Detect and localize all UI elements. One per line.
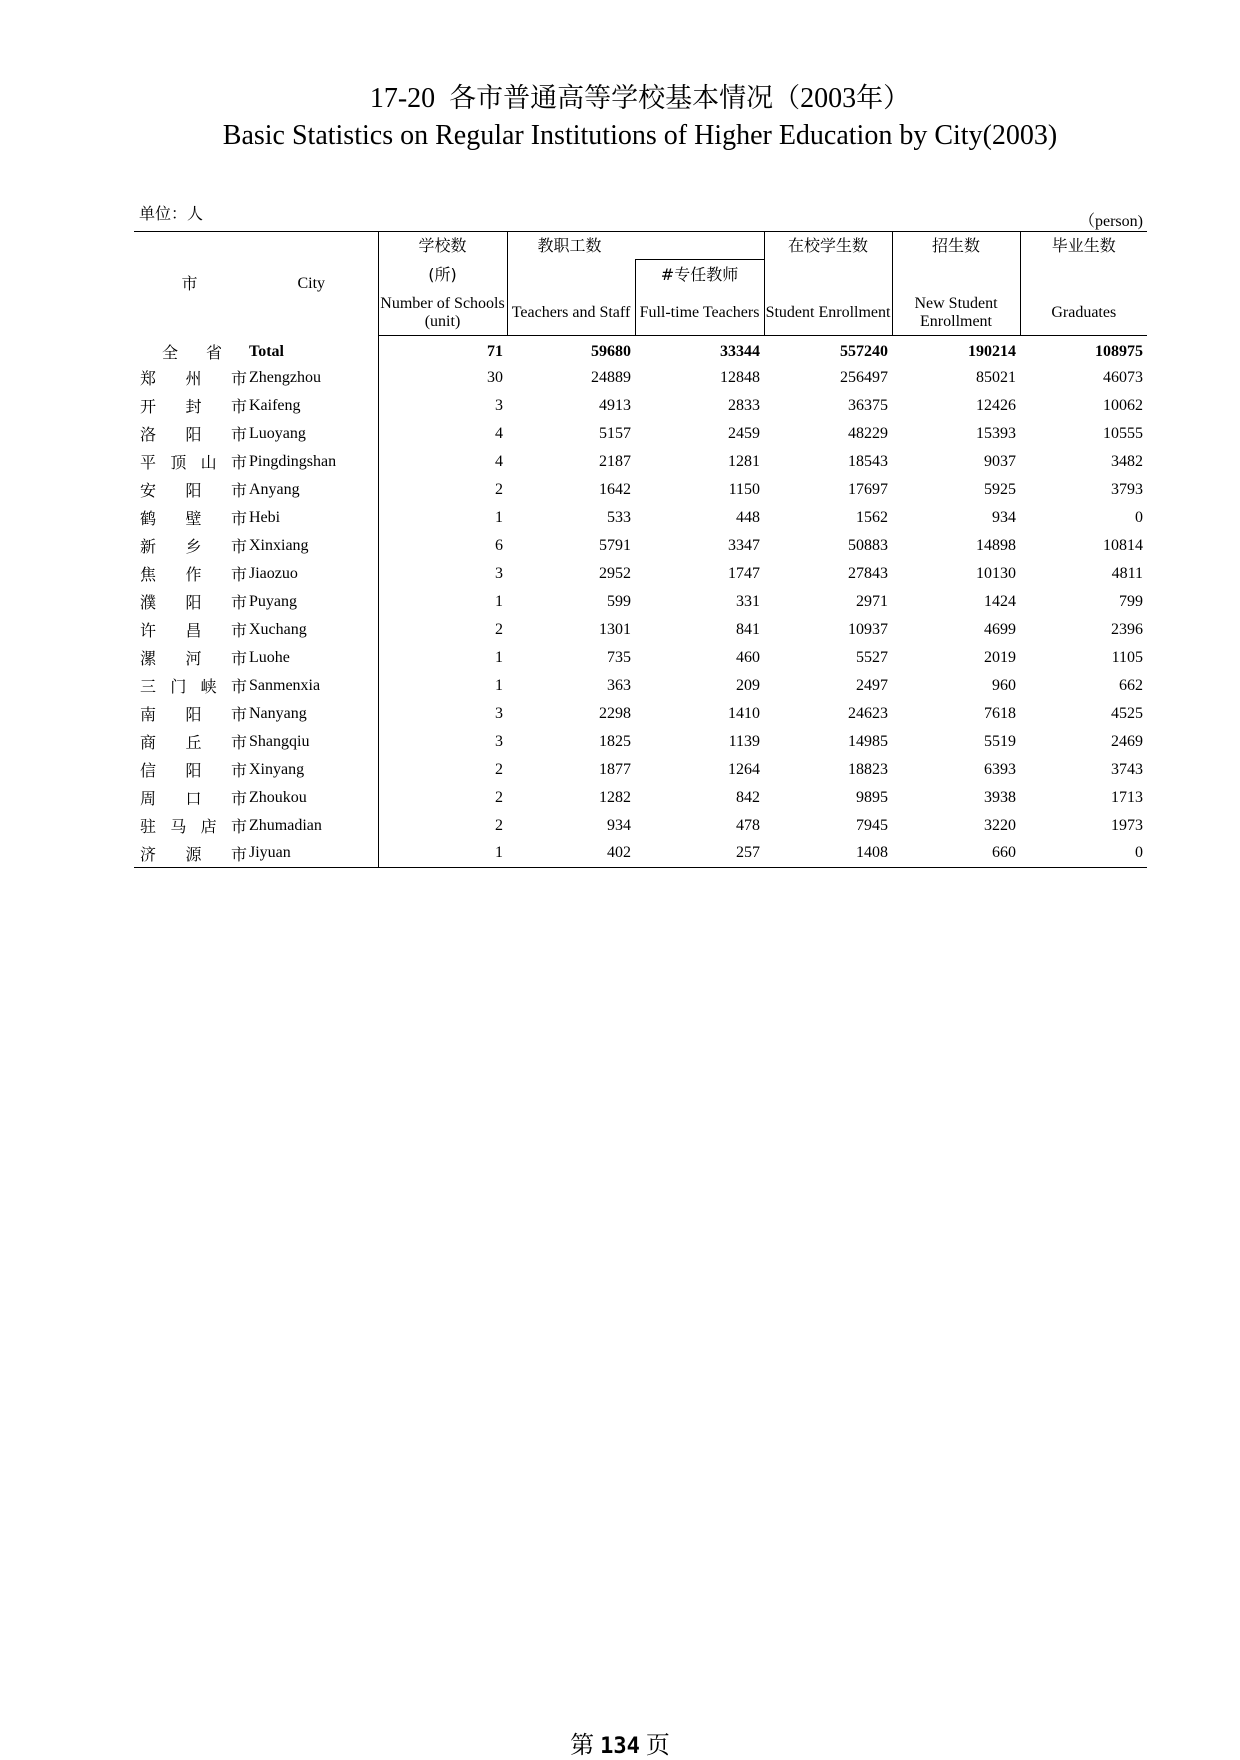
- city-name-char: 洛: [140, 427, 157, 444]
- cell-grad: 0: [1020, 840, 1147, 868]
- table-row: [134, 840, 1147, 868]
- city-name-char: 店: [200, 819, 217, 836]
- city-name-en: Luohe: [249, 648, 290, 666]
- header-schools-unit: (所): [378, 260, 507, 291]
- city-name-char: 市: [230, 427, 247, 444]
- cell-new: 5519: [984, 732, 1017, 750]
- city-name-char: 三: [140, 679, 157, 696]
- cell-grad: 1713: [1111, 788, 1144, 806]
- cell-new: 934: [992, 508, 1017, 526]
- header-city-cn: 市: [134, 232, 245, 336]
- city-name-en: Luoyang: [249, 424, 306, 442]
- table-row: [134, 700, 1147, 728]
- cell-schools: 3: [378, 728, 507, 756]
- cell-staff: 1642: [599, 480, 631, 498]
- cell-grad: 799: [1119, 592, 1144, 610]
- cell-fulltime: 1747: [728, 564, 761, 582]
- city-name-char: 市: [230, 735, 247, 752]
- cell-schools: 4: [378, 448, 507, 476]
- cell-enroll: 256497: [840, 368, 889, 386]
- city-name-en: Nanyang: [249, 704, 307, 722]
- cell-enroll: 7945: [856, 816, 889, 834]
- page-title-english: Basic Statistics on Regular Institutions of Higher Education by City(2003): [222, 120, 1058, 151]
- header-staff-en: Teachers and Staff: [507, 291, 635, 336]
- cell-enroll: 2497: [856, 676, 889, 694]
- cell-schools: 2: [378, 476, 507, 504]
- city-name-cn: [134, 560, 245, 588]
- cell-enroll: 5527: [856, 648, 889, 666]
- city-name-en: Zhengzhou: [249, 368, 321, 386]
- cell-staff: 2298: [599, 704, 631, 722]
- city-name-char: 阳: [185, 595, 202, 612]
- table-row: [134, 812, 1147, 840]
- cell-schools: 1: [378, 840, 507, 868]
- cell-grad: 10062: [1103, 396, 1144, 414]
- city-name-char: 市: [230, 595, 247, 612]
- cell-staff: 735: [607, 648, 631, 666]
- city-name-char: 阳: [185, 707, 202, 724]
- city-name-char: 市: [230, 819, 247, 836]
- city-name-en: Jiyuan: [245, 840, 378, 868]
- city-name-char: 郑: [140, 371, 157, 388]
- cell-schools: 2: [378, 756, 507, 784]
- page-footer: [0, 1725, 1240, 1760]
- city-name-char: 口: [185, 791, 202, 808]
- cell-enroll: 27843: [848, 564, 889, 582]
- cell-grad: 662: [1119, 676, 1144, 694]
- cell-staff: 2952: [599, 564, 631, 582]
- city-name-en: Total: [249, 342, 284, 360]
- header-staff-spacer: [507, 260, 635, 291]
- city-name-char: 市: [230, 567, 247, 584]
- cell-grad: 1973: [1111, 816, 1144, 834]
- city-name-en: Xinxiang: [249, 536, 309, 554]
- city-name-char: 许: [140, 623, 157, 640]
- cell-fulltime: 1139: [728, 732, 761, 750]
- cell-grad: 2396: [1111, 620, 1144, 638]
- cell-grad: 4811: [1111, 564, 1144, 582]
- cell-new: 10130: [976, 564, 1017, 582]
- cell-schools: 3: [378, 700, 507, 728]
- cell-new: 660: [892, 840, 1020, 868]
- city-name-char: 商: [140, 735, 157, 752]
- city-name-char: 周: [140, 791, 157, 808]
- city-name-char: 省: [205, 345, 222, 362]
- table-row: [134, 728, 1147, 756]
- header-grad-cn: 毕业生数: [1020, 232, 1147, 260]
- city-name-cn: [134, 588, 245, 616]
- city-name-cn: [134, 644, 245, 672]
- title-year: 2003: [800, 83, 857, 114]
- table-row: [134, 364, 1147, 392]
- statistics-table: [134, 231, 1147, 868]
- cell-new: 5925: [984, 480, 1017, 498]
- cell-new: 7618: [984, 704, 1017, 722]
- city-name-char: 濮: [140, 595, 157, 612]
- city-name-char: 马: [170, 819, 187, 836]
- table-row: [134, 616, 1147, 644]
- cell-staff: 5791: [599, 536, 631, 554]
- table-header: [134, 232, 1147, 336]
- cell-staff: 363: [607, 676, 631, 694]
- city-name-cn: [134, 728, 245, 756]
- cell-grad: 3482: [1111, 452, 1144, 470]
- cell-new: 1424: [984, 592, 1017, 610]
- city-name-cn: [134, 420, 245, 448]
- city-name-char: 封: [185, 399, 202, 416]
- header-staff-cn: 教职工数: [507, 232, 764, 260]
- city-name-en: Zhoukou: [249, 788, 307, 806]
- unit-label-english: （person): [1079, 213, 1143, 230]
- cell-enroll: 14985: [848, 732, 889, 750]
- city-name-char: 开: [140, 399, 157, 416]
- city-name-cn: [134, 840, 245, 868]
- header-enroll-spacer: [764, 260, 892, 291]
- cell-new: 190214: [968, 342, 1017, 360]
- city-name-cn: [134, 532, 245, 560]
- cell-fulltime: 257: [635, 840, 764, 868]
- title-chinese-text: 各市普通高等学校基本情况（: [449, 83, 801, 114]
- table-row: [134, 756, 1147, 784]
- cell-staff: 24889: [591, 368, 631, 386]
- header-new-cn: 招生数: [892, 232, 1020, 260]
- cell-enroll: 18543: [848, 452, 889, 470]
- cell-fulltime: 1150: [728, 480, 761, 498]
- city-name-char: 安: [140, 483, 157, 500]
- city-name-cn: [134, 364, 245, 392]
- city-name-char: 州: [185, 371, 202, 388]
- city-name-cn: [134, 476, 245, 504]
- cell-fulltime: 33344: [720, 342, 761, 360]
- city-name-char: 新: [140, 539, 157, 556]
- page-number: 134: [600, 1734, 640, 1759]
- cell-fulltime: 2459: [728, 424, 761, 442]
- cell-fulltime: 841: [736, 620, 761, 638]
- cell-schools: 2: [378, 812, 507, 840]
- city-name-en: Hebi: [249, 508, 281, 526]
- city-name-en: Zhumadian: [249, 816, 322, 834]
- cell-fulltime: 448: [736, 508, 761, 526]
- cell-fulltime: 331: [736, 592, 761, 610]
- city-name-char: 市: [230, 679, 247, 696]
- city-name-en: Kaifeng: [249, 396, 301, 414]
- cell-schools: 3: [378, 560, 507, 588]
- cell-enroll: 10937: [848, 620, 889, 638]
- cell-staff: 1282: [599, 788, 631, 806]
- city-name-en: Puyang: [249, 592, 297, 610]
- header-enroll-en: Student Enrollment: [764, 291, 892, 336]
- cell-staff: 533: [607, 508, 631, 526]
- city-name-en: Anyang: [249, 480, 300, 498]
- cell-staff: 1301: [599, 620, 631, 638]
- cell-grad: 0: [1135, 508, 1144, 526]
- city-name-char: 市: [230, 483, 247, 500]
- city-name-char: 南: [140, 707, 157, 724]
- header-new-spacer: [892, 260, 1020, 291]
- cell-schools: 2: [378, 616, 507, 644]
- city-name-cn: [134, 700, 245, 728]
- footer-prefix: 第: [570, 1731, 595, 1759]
- cell-grad: 10814: [1103, 536, 1144, 554]
- city-name-char: 门: [170, 679, 187, 696]
- city-name-char: 山: [200, 455, 217, 472]
- table-row: [134, 476, 1147, 504]
- unit-label-chinese: 单位：人: [139, 206, 204, 223]
- city-name-char: 市: [230, 511, 247, 528]
- title-chinese-suffix: 年）: [856, 83, 911, 114]
- cell-fulltime: 1410: [728, 704, 761, 722]
- cell-grad: 1105: [1111, 648, 1144, 666]
- table-row: [134, 336, 1147, 364]
- city-name-char: 济: [140, 846, 157, 864]
- cell-fulltime: 1281: [728, 452, 761, 470]
- cell-enroll: 50883: [848, 536, 889, 554]
- header-fulltime-en: Full-time Teachers: [635, 291, 764, 336]
- header-grad-spacer: [1020, 260, 1147, 291]
- table-row: [134, 560, 1147, 588]
- city-name-char: 漯: [140, 651, 157, 668]
- page-title-chinese: [0, 76, 1240, 115]
- table-row: [134, 532, 1147, 560]
- cell-staff: 5157: [599, 424, 631, 442]
- cell-schools: 2: [378, 784, 507, 812]
- header-city-en: City: [245, 232, 378, 336]
- cell-staff: 2187: [599, 452, 631, 470]
- cell-staff: 4913: [599, 396, 631, 414]
- city-name-char: 壁: [185, 511, 202, 528]
- city-name-cn: [134, 336, 245, 364]
- city-name-char: 市: [230, 651, 247, 668]
- cell-enroll: 9895: [856, 788, 889, 806]
- city-name-char: 市: [230, 623, 247, 640]
- cell-grad: 2469: [1111, 732, 1144, 750]
- city-name-char: 信: [140, 763, 157, 780]
- cell-new: 3220: [984, 816, 1017, 834]
- city-name-char: 阳: [185, 427, 202, 444]
- cell-new: 4699: [984, 620, 1017, 638]
- cell-schools: 71: [378, 336, 507, 364]
- cell-new: 14898: [976, 536, 1017, 554]
- cell-staff: 402: [507, 840, 635, 868]
- table-row: [134, 448, 1147, 476]
- city-name-char: 阳: [185, 483, 202, 500]
- cell-grad: 46073: [1103, 368, 1144, 386]
- cell-new: 960: [992, 676, 1017, 694]
- cell-fulltime: 842: [736, 788, 761, 806]
- city-name-char: 市: [230, 846, 247, 864]
- city-name-en: Xinyang: [249, 760, 305, 778]
- city-name-char: 乡: [185, 539, 202, 556]
- city-name-char: 峡: [200, 679, 217, 696]
- table-row: [134, 644, 1147, 672]
- cell-new: 15393: [976, 424, 1017, 442]
- footer-suffix: 页: [645, 1731, 670, 1759]
- table-row: [134, 784, 1147, 812]
- city-name-char: 河: [185, 651, 202, 668]
- cell-schools: 4: [378, 420, 507, 448]
- table-row: [134, 420, 1147, 448]
- city-name-char: 市: [230, 539, 247, 556]
- cell-enroll: 18823: [848, 760, 889, 778]
- city-name-cn: [134, 672, 245, 700]
- cell-schools: 1: [378, 644, 507, 672]
- city-name-char: 丘: [185, 735, 202, 752]
- cell-new: 9037: [984, 452, 1017, 470]
- city-name-cn: [134, 812, 245, 840]
- cell-enroll: 17697: [848, 480, 889, 498]
- cell-schools: 1: [378, 588, 507, 616]
- cell-enroll: 2971: [856, 592, 889, 610]
- cell-new: 3938: [984, 788, 1017, 806]
- cell-new: 2019: [984, 648, 1017, 666]
- city-name-en: Shangqiu: [249, 732, 310, 750]
- table-row: [134, 504, 1147, 532]
- city-name-char: 市: [230, 707, 247, 724]
- cell-staff: 934: [607, 816, 631, 834]
- cell-fulltime: 478: [736, 816, 761, 834]
- cell-staff: 599: [607, 592, 631, 610]
- city-name-char: 平: [140, 455, 157, 472]
- cell-fulltime: 209: [736, 676, 761, 694]
- cell-fulltime: 1264: [728, 760, 761, 778]
- city-name-char: 驻: [140, 819, 157, 836]
- cell-grad: 10555: [1103, 424, 1144, 442]
- cell-schools: 1: [378, 672, 507, 700]
- cell-grad: 108975: [1095, 342, 1144, 360]
- city-name-en: Jiaozuo: [249, 564, 298, 582]
- cell-staff: 1877: [599, 760, 631, 778]
- table-row: [134, 392, 1147, 420]
- header-grad-en: Graduates: [1020, 291, 1147, 336]
- cell-fulltime: 460: [736, 648, 761, 666]
- city-name-char: 全: [162, 345, 179, 362]
- cell-grad: 3743: [1111, 760, 1144, 778]
- cell-enroll: 1562: [856, 508, 889, 526]
- cell-enroll: 36375: [848, 396, 889, 414]
- cell-new: 85021: [976, 368, 1017, 386]
- cell-fulltime: 3347: [728, 536, 761, 554]
- city-name-char: 顶: [170, 455, 187, 472]
- cell-enroll: 1408: [764, 840, 892, 868]
- table-row: [134, 588, 1147, 616]
- city-name-en: Xuchang: [249, 620, 307, 638]
- cell-enroll: 48229: [848, 424, 889, 442]
- city-name-char: 市: [230, 763, 247, 780]
- cell-schools: 6: [378, 532, 507, 560]
- city-name-cn: [134, 756, 245, 784]
- city-name-char: 鹤: [140, 511, 157, 528]
- header-fulltime-cn: #专任教师: [635, 260, 764, 291]
- city-name-cn: [134, 448, 245, 476]
- city-name-cn: [134, 392, 245, 420]
- cell-schools: 3: [378, 392, 507, 420]
- cell-staff: 1825: [599, 732, 631, 750]
- city-name-en: Pingdingshan: [249, 452, 337, 470]
- city-name-char: 市: [230, 371, 247, 388]
- city-name-char: 昌: [185, 623, 202, 640]
- city-name-char: 市: [230, 399, 247, 416]
- cell-schools: 1: [378, 504, 507, 532]
- header-new-en: New Student Enrollment: [892, 291, 1020, 336]
- city-name-char: 市: [230, 791, 247, 808]
- header-schools-cn: 学校数: [378, 232, 507, 260]
- city-name-char: 焦: [140, 567, 157, 584]
- cell-new: 12426: [976, 396, 1017, 414]
- cell-staff: 59680: [591, 342, 631, 360]
- city-name-char: 作: [185, 567, 202, 584]
- cell-fulltime: 12848: [720, 368, 761, 386]
- cell-enroll: 24623: [848, 704, 889, 722]
- city-name-char: 市: [230, 455, 247, 472]
- city-name-cn: [134, 616, 245, 644]
- city-name-en: Sanmenxia: [249, 676, 321, 694]
- cell-enroll: 557240: [840, 342, 889, 360]
- header-enroll-cn: 在校学生数: [764, 232, 892, 260]
- cell-new: 6393: [984, 760, 1017, 778]
- city-name-char: 源: [185, 846, 202, 864]
- cell-grad: 3793: [1111, 480, 1144, 498]
- cell-grad: 4525: [1111, 704, 1144, 722]
- table-body: [134, 336, 1147, 868]
- city-name-char: 阳: [185, 763, 202, 780]
- cell-schools: 30: [378, 364, 507, 392]
- cell-fulltime: 2833: [728, 396, 761, 414]
- header-schools-en: Number of Schools (unit): [378, 291, 507, 336]
- city-name-cn: [134, 784, 245, 812]
- city-name-cn: [134, 504, 245, 532]
- table-row: [134, 672, 1147, 700]
- table-number: 17-20: [369, 83, 436, 114]
